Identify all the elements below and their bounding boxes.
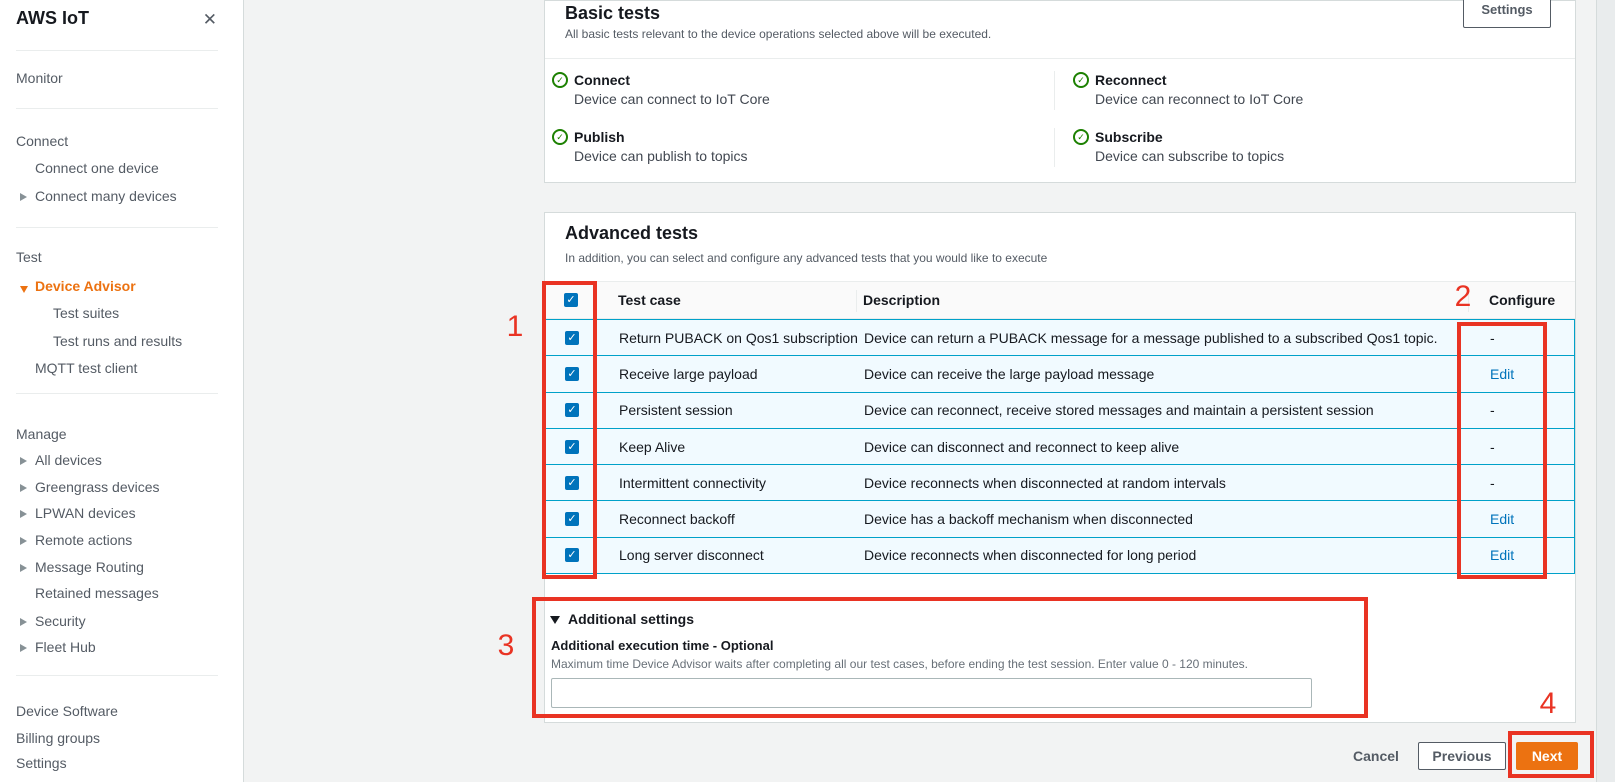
chevron-right-icon: [20, 457, 27, 465]
row-checkbox[interactable]: ✓: [565, 548, 579, 562]
chevron-right-icon: [20, 510, 27, 518]
additional-settings-title: Additional settings: [568, 611, 694, 627]
sidebar-item-label: Test: [16, 249, 42, 265]
configure-cell: -: [1490, 329, 1495, 346]
row-checkbox[interactable]: ✓: [565, 403, 579, 417]
sidebar-item-monitor[interactable]: [16, 65, 63, 91]
sidebar-item-test-suites[interactable]: [53, 300, 119, 326]
basic-test-name: Reconnect: [1095, 72, 1167, 88]
sidebar-item-label: Manage: [16, 426, 67, 442]
description-cell: Device can return a PUBACK message for a message published to a subscribed Qos1 topic.: [864, 329, 1438, 346]
sidebar-item-label: Device Advisor: [35, 278, 136, 294]
sidebar-item-settings[interactable]: [16, 750, 67, 776]
sidebar-item-device-advisor[interactable]: [20, 273, 136, 299]
sidebar-divider: [16, 227, 218, 228]
row-checkbox[interactable]: ✓: [565, 367, 579, 381]
settings-button[interactable]: Settings: [1463, 0, 1551, 28]
description-cell: Device can reconnect, receive stored messages and maintain a persistent session: [864, 402, 1374, 419]
table-row: [545, 392, 1575, 429]
annotation-number-4: 4: [1539, 687, 1557, 720]
sidebar-divider: [16, 393, 218, 394]
sidebar-item-label: Test suites: [53, 305, 120, 321]
test-case-cell: Receive large payload: [619, 365, 758, 382]
advanced-tests-card: [544, 212, 1576, 723]
success-check-icon: ✓: [552, 129, 568, 145]
sidebar-item-manage[interactable]: [16, 421, 67, 447]
sidebar-item-retained-messages[interactable]: [35, 580, 159, 606]
additional-settings-expander[interactable]: [550, 611, 694, 627]
success-check-icon: ✓: [552, 72, 568, 88]
basic-test-item-connect: [545, 71, 1054, 110]
scrollbar-gutter: [1596, 0, 1615, 782]
cancel-button[interactable]: Cancel: [1353, 748, 1399, 764]
configure-cell: -: [1490, 402, 1495, 419]
sidebar-divider: [16, 675, 218, 676]
next-button[interactable]: Next: [1516, 742, 1578, 770]
sidebar-item-connect-one-device[interactable]: [35, 155, 159, 181]
sidebar-item-test-runs-and-results[interactable]: [53, 328, 182, 354]
basic-test-description: Device can subscribe to topics: [1095, 148, 1285, 164]
sidebar: [0, 0, 244, 782]
test-case-cell: Intermittent connectivity: [619, 474, 767, 491]
row-checkbox[interactable]: ✓: [565, 476, 579, 490]
edit-link[interactable]: Edit: [1490, 365, 1515, 382]
basic-tests-row: [545, 71, 1575, 110]
test-case-cell: Reconnect backoff: [619, 511, 735, 528]
table-header-row: [545, 281, 1575, 319]
table-row: [545, 500, 1575, 537]
header-separator: [856, 290, 857, 312]
sidebar-item-security[interactable]: [20, 608, 86, 634]
basic-tests-title: Basic tests: [565, 3, 661, 23]
test-case-cell: Long server disconnect: [619, 547, 764, 564]
edit-link[interactable]: Edit: [1490, 511, 1515, 528]
table-row: [545, 537, 1575, 574]
annotation-number-1: 1: [506, 310, 524, 343]
sidebar-item-label: LPWAN devices: [35, 505, 136, 521]
chevron-right-icon: [20, 537, 27, 545]
sidebar-item-label: Greengrass devices: [35, 479, 160, 495]
basic-test-description: Device can publish to topics: [574, 148, 748, 164]
chevron-down-icon: [550, 616, 560, 624]
sidebar-item-greengrass-devices[interactable]: [20, 474, 160, 500]
sidebar-item-label: Connect many devices: [35, 188, 177, 204]
sidebar-divider: [16, 108, 218, 109]
row-checkbox[interactable]: ✓: [565, 440, 579, 454]
annotation-number-2: 2: [1454, 280, 1472, 313]
description-cell: Device has a backoff mechanism when disconnected: [864, 511, 1193, 528]
test-case-cell: Return PUBACK on Qos1 subscription: [619, 329, 858, 346]
configure-cell: -: [1490, 438, 1495, 455]
configure-cell: -: [1490, 474, 1495, 491]
chevron-right-icon: [20, 564, 27, 572]
row-checkbox[interactable]: ✓: [565, 331, 579, 345]
chevron-right-icon: [20, 618, 27, 626]
basic-test-description: Device can reconnect to IoT Core: [1095, 91, 1304, 107]
basic-tests-description: All basic tests relevant to the device operations selected above will be executed.: [565, 27, 992, 41]
basic-tests-row: [545, 128, 1575, 167]
basic-test-item-reconnect: [1054, 71, 1575, 110]
execution-time-help: Maximum time Device Advisor waits after completing all our test cases, before ending the test session. Enter value 0 - 120 minutes.: [551, 657, 1248, 671]
sidebar-item-label: Test runs and results: [53, 333, 183, 349]
close-icon[interactable]: ✕: [202, 10, 217, 29]
card-header-divider: [545, 58, 1575, 59]
sidebar-item-label: All devices: [35, 452, 102, 468]
chevron-right-icon: [20, 644, 27, 652]
annotation-number-3: 3: [497, 629, 515, 662]
select-all-checkbox[interactable]: ✓: [564, 293, 578, 307]
sidebar-item-lpwan-devices[interactable]: [20, 500, 136, 526]
sidebar-item-message-routing[interactable]: [20, 554, 144, 580]
chevron-down-icon: [20, 286, 28, 293]
sidebar-item-all-devices[interactable]: [20, 447, 102, 473]
execution-time-label: Additional execution time - Optional: [551, 638, 774, 653]
edit-link[interactable]: Edit: [1490, 547, 1515, 564]
advanced-tests-title: Advanced tests: [565, 223, 699, 243]
description-cell: Device can disconnect and reconnect to keep alive: [864, 438, 1180, 455]
basic-test-item-subscribe: [1054, 128, 1575, 167]
column-header-description: Description: [863, 292, 941, 308]
description-cell: Device reconnects when disconnected at random intervals: [864, 474, 1226, 491]
sidebar-item-label: Billing groups: [16, 730, 101, 746]
sidebar-divider: [16, 50, 218, 51]
sidebar-item-label: Retained messages: [35, 585, 159, 601]
sidebar-item-label: Fleet Hub: [35, 639, 96, 655]
sidebar-item-billing-groups[interactable]: [16, 725, 100, 751]
table-row: [545, 464, 1575, 501]
basic-test-description: Device can connect to IoT Core: [574, 91, 770, 107]
sidebar-item-remote-actions[interactable]: [20, 527, 132, 553]
column-header-test-case: Test case: [618, 292, 681, 308]
basic-test-name: Subscribe: [1095, 129, 1163, 145]
sidebar-item-label: Connect one device: [35, 160, 159, 176]
column-header-configure: Configure: [1489, 292, 1556, 308]
table-row: [545, 319, 1575, 356]
sidebar-item-connect[interactable]: [16, 128, 68, 154]
row-checkbox[interactable]: ✓: [565, 512, 579, 526]
sidebar-item-label: Device Software: [16, 703, 118, 719]
sidebar-item-label: Message Routing: [35, 559, 144, 575]
sidebar-item-connect-many-devices[interactable]: [20, 183, 177, 209]
basic-tests-card: [544, 0, 1576, 183]
sidebar-item-label: Monitor: [16, 70, 63, 86]
basic-test-name: Connect: [574, 72, 630, 88]
sidebar-item-test[interactable]: [16, 244, 42, 270]
sidebar-item-label: Security: [35, 613, 86, 629]
header-separator: [1468, 290, 1469, 312]
chevron-right-icon: [20, 193, 27, 201]
test-case-cell: Persistent session: [619, 402, 733, 419]
sidebar-item-label: Connect: [16, 133, 69, 149]
success-check-icon: ✓: [1073, 72, 1089, 88]
previous-button[interactable]: Previous: [1418, 742, 1506, 770]
success-check-icon: ✓: [1073, 129, 1089, 145]
description-cell: Device can receive the large payload message: [864, 365, 1155, 382]
table-row: [545, 355, 1575, 392]
execution-time-input[interactable]: [551, 678, 1312, 708]
description-cell: Device reconnects when disconnected for long period: [864, 547, 1197, 564]
basic-test-item-publish: [545, 128, 1054, 167]
sidebar-item-device-software[interactable]: [16, 698, 118, 724]
sidebar-item-label: Settings: [16, 755, 67, 771]
chevron-right-icon: [20, 484, 27, 492]
sidebar-item-label: Remote actions: [35, 532, 133, 548]
sidebar-item-mqtt-test-client[interactable]: [35, 355, 137, 381]
sidebar-item-fleet-hub[interactable]: [20, 634, 96, 660]
basic-test-name: Publish: [574, 129, 625, 145]
table-row: [545, 428, 1575, 465]
sidebar-item-label: MQTT test client: [35, 360, 138, 376]
test-case-cell: Keep Alive: [619, 438, 686, 455]
sidebar-title: AWS IoT: [16, 8, 89, 28]
advanced-tests-description: In addition, you can select and configure any advanced tests that you would like to execute: [565, 251, 1048, 265]
